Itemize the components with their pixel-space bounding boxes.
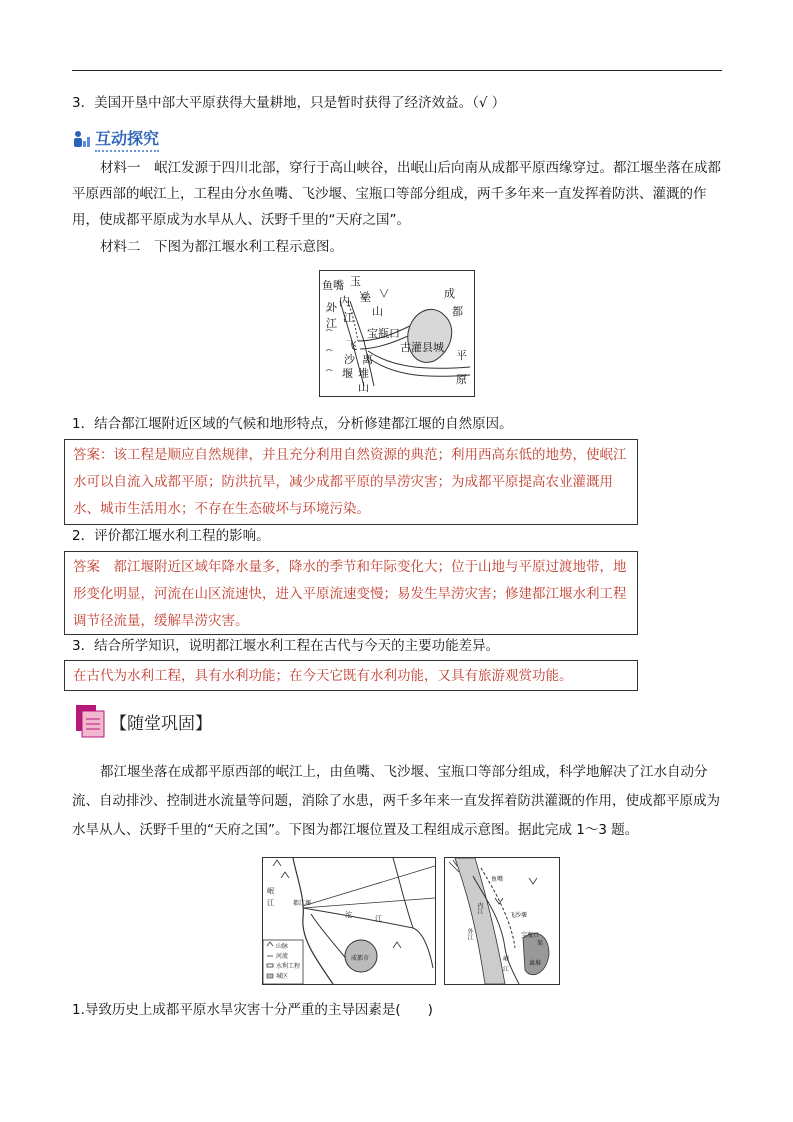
label-shan-2: 山: [358, 381, 369, 394]
consolidate-heading: [74, 703, 212, 739]
label-shan: 山: [372, 305, 383, 318]
map-label-jiang-2: 江: [375, 915, 382, 923]
final-question: 1.导致历史上成都平原水旱灾害十分严重的主导因素是( ): [72, 1002, 433, 1018]
label-ping: 平: [456, 349, 467, 362]
label-neijiang: 内江: [476, 902, 483, 914]
project-components-figure: [444, 857, 560, 985]
header-rule: [72, 70, 722, 71]
label-fei: 飞: [346, 339, 357, 352]
legend-city: 城区: [276, 973, 289, 980]
question-1: 1．结合都江堰附近区域的气候和地形特点，分析修建都江堰的自然原因。: [72, 416, 513, 432]
label-feishayan: 飞沙堰: [509, 912, 528, 919]
map-label-jiang: 江: [267, 899, 274, 907]
label-nei: 内: [339, 295, 350, 308]
map-label-chengdu: 成都市: [351, 955, 370, 962]
label-yuan: 原: [456, 373, 467, 386]
answer-3: 在古代为水利工程，具有水利功能；在今天它既有水利功能，又具有旅游观赏功能。: [64, 660, 638, 691]
legend-mountain: 山脉: [276, 943, 289, 950]
label-lei: 垒: [360, 291, 371, 304]
label-yan: 堰: [342, 367, 353, 380]
label-min-right: 岷: [503, 956, 510, 963]
legend-project: 水利工程: [276, 963, 301, 970]
map-label-tuo: 沱: [345, 911, 352, 919]
question-2: 2．评价都江堰水利工程的影响。: [72, 528, 270, 544]
label-yuzui: 鱼嘴: [322, 279, 344, 292]
question-3: 3．结合所学知识，说明都江堰水利工程在古代与今天的主要功能差异。: [72, 638, 500, 654]
label-lidui: 离堆: [529, 960, 542, 967]
label-jiang-inner: 江: [343, 311, 354, 324]
explore-icon: [72, 129, 92, 149]
label-du: 都: [452, 305, 463, 318]
location-map-figure: [262, 857, 436, 985]
label-waijiang: 外江: [466, 928, 473, 940]
map-label-min: 岷: [267, 887, 274, 895]
label-jiang-right: 江: [503, 966, 510, 973]
label-jiang-outer: 江: [326, 317, 337, 330]
answer-1: 答案：该工程是顺应自然规律，并且充分利用自然资源的典范；利用西高东低的地势，使岷江水可以自流入成都平原；防洪抗旱，减少成都平原的旱涝灾害；为成都平原提高农业灌溉用水、城市生活用水；不存在生态破坏与环境污染。: [64, 439, 638, 525]
label-yu: 玉: [350, 275, 361, 288]
label-sha: 沙: [344, 353, 355, 366]
consolidate-title: 【随堂巩固】: [110, 713, 212, 734]
material-1: 材料一 岷江发源于四川北部，穿行于高山峡谷，出岷山后向南从成都平原西缘穿过。都江堰坐落在成都平原西部的岷江上，工程由分水鱼嘴、飞沙堰、宝瓶口等部分组成，两千多年来一直发挥着防洪、灌溉的作用，使成都平原成为水旱从人、沃野千里的“天府之国”。: [72, 160, 721, 228]
dujiangyan-schematic-figure: [319, 270, 475, 397]
label-baopingkou: 宝瓶口: [367, 327, 400, 340]
label-yuzui-right: 鱼嘴: [491, 876, 504, 883]
explore-heading: [72, 126, 159, 152]
label-qu: 渠: [537, 940, 544, 947]
label-baopingkou-right: 宝瓶口: [521, 932, 540, 939]
consolidate-paragraph: 都江堰坐落在成都平原西部的岷江上，由鱼嘴、飞沙堰、宝瓶口等部分组成，科学地解决了江水自动分流、自动排沙、控制进水流量等问题，消除了水患，两千多年来一直发挥着防洪灌溉的作用，使成都平原成为水旱从人、沃野千里的“天府之国”。下图为都江堰位置及工程组成示意图。据此完成 1～3 题。: [72, 764, 720, 838]
top-item: 3．美国开垦中部大平原获得大量耕地，只是暂时获得了经济效益。（√ ）: [72, 95, 506, 111]
map-label-dujiangyan: 都江堰: [293, 900, 312, 907]
label-wai: 外: [326, 301, 337, 314]
explore-title: 互动探究: [95, 126, 159, 152]
label-li: 离: [362, 353, 373, 366]
material-2: 材料二 下图为都江堰水利工程示意图。: [100, 239, 343, 255]
answer-2: 答案 都江堰附近区域年降水量多，降水的季节和年际变化大；位于山地与平原过渡地带，地形变化明显，河流在山区流速快，进入平原流速变慢；易发生旱涝灾害；修建都江堰水利工程调节径流量，缓解旱涝灾害。: [64, 551, 638, 635]
notebook-icon: [74, 703, 106, 739]
label-dui: 堆: [358, 367, 369, 380]
legend-river: 河流: [276, 953, 289, 960]
label-city: 古灌县城: [400, 341, 444, 354]
label-cheng: 成: [444, 287, 455, 300]
